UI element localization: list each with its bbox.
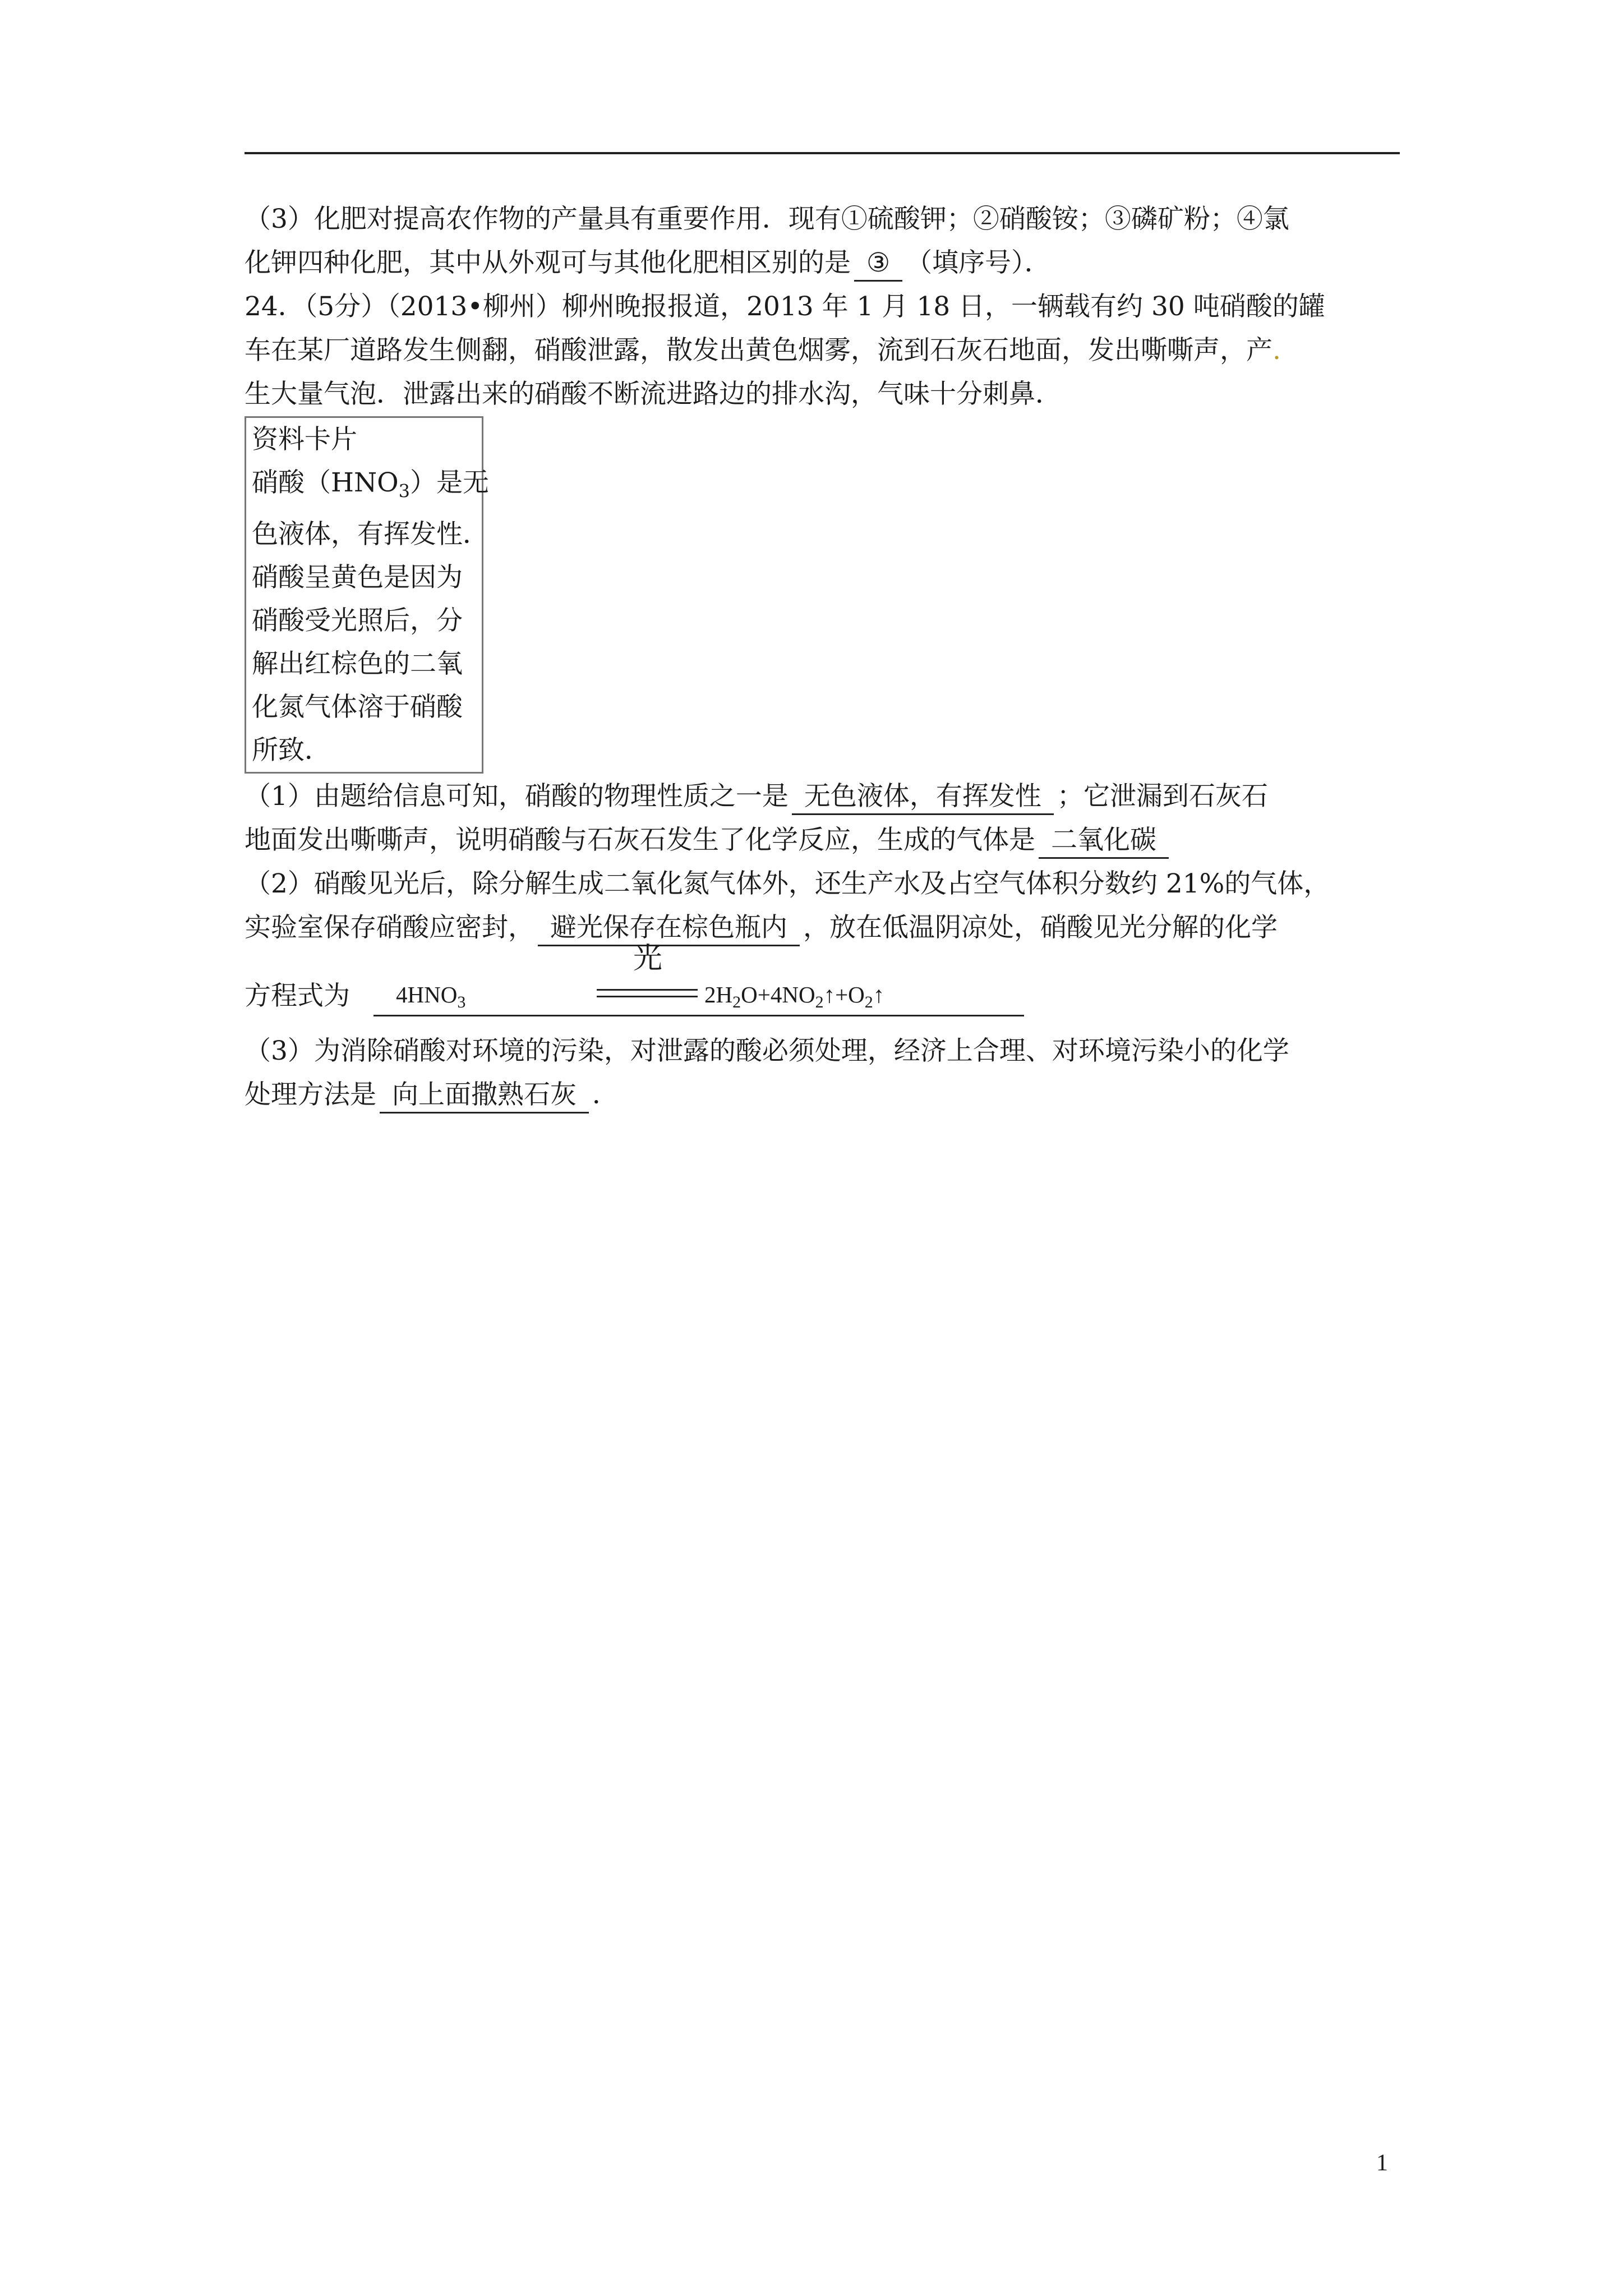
equation-products	[704, 974, 884, 1023]
q24-part1-text: 地面发出嘶嘶声，说明硝酸与石灰石发生了化学反应，生成的气体是	[245, 825, 1035, 856]
q23-part3-line2	[245, 241, 1400, 285]
info-card-line: 硝酸受光照后，分	[252, 605, 463, 637]
q24-part3-text: 处理方法是	[245, 1079, 376, 1111]
q23-answer-blank: ③	[854, 246, 902, 282]
subscript: 2	[815, 993, 824, 1012]
info-card-title: 资料卡片	[252, 424, 357, 455]
answer-blank: 二氧化碳	[1039, 823, 1169, 859]
q23-part3-text: 化钾四种化肥，其中从外观可与其他化肥相区别的是	[245, 247, 851, 278]
q24-stem-line2-text: 车在某厂道路发生侧翻，硝酸泄露，散发出黄色烟雾，流到石灰石地面，发出嘶嘶声，产	[245, 335, 1272, 366]
subscript: 3	[398, 480, 411, 502]
info-card-line	[252, 461, 490, 513]
q24-part3-line2	[245, 1073, 1400, 1117]
q24-part1-text: （1）由题给信息可知，硝酸的物理性质之一是	[245, 781, 789, 812]
answer-blank: 向上面撒熟石灰	[380, 1078, 589, 1114]
info-card-text: 硝酸（HNO	[252, 467, 399, 498]
equation-prefix: 方程式为	[245, 981, 350, 1012]
equation-reactant	[396, 974, 465, 1023]
equals-sign	[597, 989, 698, 997]
reactant-formula: 4HNO	[396, 982, 458, 1008]
answer-blank: 无色液体，有挥发性	[792, 780, 1054, 815]
q24-part2-line2	[245, 906, 1400, 950]
info-card-line: 硝酸呈黄色是因为	[252, 562, 463, 593]
q23-part3-tail: （填序号）．	[906, 247, 1051, 278]
reaction-condition: 光	[633, 942, 662, 976]
q24-stem-line2	[245, 329, 1400, 372]
q24-part3-tail: ．	[592, 1079, 619, 1111]
q23-part3-line1: （3）化肥对提高农作物的产量具有重要作用．现有①硫酸钾；②硝酸铵；③磷矿粉；④氯	[245, 204, 1289, 234]
equation-answer-blank	[374, 942, 1024, 1016]
q24-part1-line2	[245, 818, 1400, 862]
mark-dot: .	[1272, 335, 1281, 366]
info-card-line: 色液体，有挥发性．	[252, 519, 489, 550]
product-formula: ↑	[873, 982, 885, 1008]
page-number: 1	[1376, 2150, 1388, 2176]
q24-stem-line3: 生大量气泡．泄露出来的硝酸不断流进路边的排水沟，气味十分刺鼻．	[245, 379, 1062, 409]
subscript: 2	[732, 993, 741, 1012]
answer-blank: 避光保存在棕色瓶内	[538, 911, 800, 946]
q24-part2-line1: （2）硝酸见光后，除分解生成二氧化氮气体外，还生产水及占空气体积分数约 21%的气体，	[245, 868, 1330, 900]
info-card-line: 化氮气体溶于硝酸	[252, 692, 463, 723]
product-formula: ↑+O	[823, 982, 865, 1008]
info-card	[245, 416, 490, 774]
info-card-text: ）是无	[410, 467, 490, 498]
q24-part1-tail: ；它泄漏到石灰石	[1057, 781, 1268, 812]
q24-part3-line1: （3）为消除硝酸对环境的污染，对泄露的酸必须处理，经济上合理、对环境污染小的化学	[245, 1036, 1289, 1067]
header-rule	[245, 152, 1400, 154]
chemical-equation-line	[245, 942, 1400, 1022]
info-card-line: 解出红棕色的二氧	[252, 648, 463, 680]
subscript: 3	[457, 993, 466, 1012]
q24-part1-line1	[245, 775, 1400, 818]
subscript: 2	[864, 993, 873, 1012]
q24-part2-text: 实验室保存硝酸应密封，	[245, 912, 534, 944]
info-card-line: 所致．	[252, 735, 331, 766]
document-body	[245, 197, 1400, 1117]
q24-part2-tail: ，放在低温阴凉处，硝酸见光分解的化学	[803, 912, 1278, 944]
product-formula: O+4NO	[741, 982, 815, 1008]
q24-stem-line1: 24．（5分）（2013•柳州）柳州晚报报道，2013 年 1 月 18 日，一辆载有约 30 吨硝酸的罐	[245, 291, 1325, 322]
product-formula: 2H	[704, 982, 733, 1008]
